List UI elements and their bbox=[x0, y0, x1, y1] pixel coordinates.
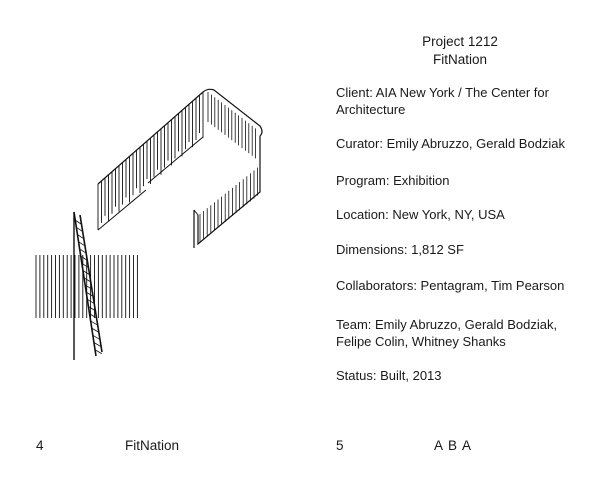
detail-program: Program: Exhibition bbox=[336, 173, 450, 188]
right-running-title: A B A bbox=[434, 438, 473, 453]
project-title-block bbox=[390, 33, 530, 69]
right-page-number: 5 bbox=[336, 438, 344, 453]
left-running-title: FitNation bbox=[125, 438, 180, 453]
left-page-number: 4 bbox=[36, 438, 44, 453]
detail-location: Location: New York, NY, USA bbox=[336, 207, 505, 222]
detail-team: Team: Emily Abruzzo, Gerald Bodziak, Felipe Colin, Whitney Shanks bbox=[336, 317, 558, 349]
project-number: Project 1212 bbox=[422, 34, 498, 49]
detail-dimensions: Dimensions: 1,812 SF bbox=[336, 242, 464, 257]
project-name: FitNation bbox=[432, 52, 488, 67]
detail-collaborators: Collaborators: Pentagram, Tim Pearson bbox=[336, 278, 565, 293]
axonometric-drawing bbox=[28, 80, 288, 370]
detail-curator: Curator: Emily Abruzzo, Gerald Bodziak bbox=[336, 136, 566, 151]
detail-status: Status: Built, 2013 bbox=[336, 368, 442, 383]
detail-client: Client: AIA New York / The Center for Architecture bbox=[336, 85, 549, 117]
